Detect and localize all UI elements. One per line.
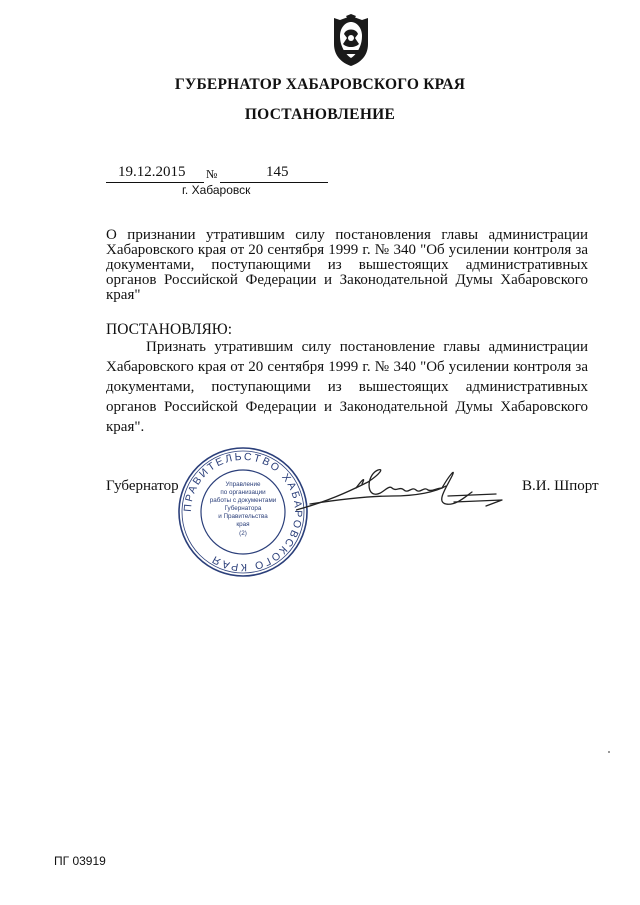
document-date: 19.12.2015 — [118, 164, 186, 180]
document-type-title: ПОСТАНОВЛЕНИЕ — [244, 106, 396, 123]
form-code: ПГ 03919 — [54, 854, 106, 868]
official-seal — [176, 445, 310, 579]
signatory-position: Губернатор — [106, 478, 179, 494]
seal-line: Губернатора — [224, 505, 262, 512]
seal-line: Управление — [225, 481, 261, 488]
handwritten-signature — [296, 462, 508, 522]
decree-text: Признать утратившим силу постановление главы администрации Хабаровского края от 20 сентября 1999 г. № 340 "Об усилении контроля за документами, поступающими из вышестоящих административных органов Российской Федерации и Законодательной Думы Хабаровского края". — [106, 339, 588, 435]
issuing-authority: ГУБЕРНАТОР ХАБАРОВСКОГО КРАЯ — [174, 76, 466, 93]
signatory-name: В.И. Шпорт — [522, 478, 599, 494]
coat-of-arms-emblem — [328, 14, 374, 68]
issue-city: г. Хабаровск — [182, 183, 251, 197]
seal-ring-text: ПРАВИТЕЛЬСТВО ХАБАРОВСКОГО КРАЯ — [181, 450, 305, 574]
scan-speck — [608, 751, 610, 753]
seal-line: работы с документами — [209, 497, 277, 504]
seal-line: края — [236, 521, 250, 528]
seal-line: и Правительства — [218, 513, 268, 520]
document-number: 145 — [266, 164, 289, 180]
number-label: № — [206, 167, 218, 181]
seal-line: (2) — [239, 530, 247, 537]
seal-line: по организации — [220, 489, 266, 496]
decree-word: ПОСТАНОВЛЯЮ: — [106, 321, 233, 338]
document-subject: О признании утратившим силу постановления главы администрации Хабаровского края от 20 сентября 1999 г. № 340 "Об усилении контроля за документами, поступающими из вышестоящих административных органов Российской Федерации и Законодательной Думы Хабаровского края" — [106, 227, 588, 303]
